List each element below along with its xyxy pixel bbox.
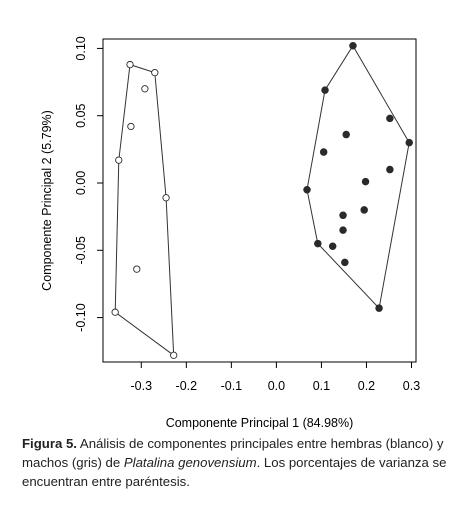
filled-data-point: [340, 212, 347, 219]
x-tick-label: -0.1: [220, 379, 243, 393]
x-axis-label: Componente Principal 1 (84.98%): [165, 416, 354, 430]
series-1: [112, 61, 177, 358]
open-data-point: [171, 352, 177, 358]
open-data-point: [116, 157, 122, 163]
caption-lead: Figura 5.: [22, 436, 77, 451]
x-tick-label: 0.3: [402, 379, 421, 393]
series-layer: [112, 42, 413, 358]
caption-species: Platalina genovensium: [123, 455, 257, 470]
plot-frame: [103, 39, 416, 362]
filled-data-point: [362, 178, 369, 185]
x-tick-label: 0.2: [357, 379, 376, 393]
caption-text-2: . Los porcentajes de varianza se encuentran entre paréntesis.: [22, 455, 447, 489]
filled-data-point: [406, 139, 413, 146]
convex-hull-polygon: [307, 46, 409, 309]
open-data-point: [128, 123, 134, 129]
caption-text-1: Análisis de componentes principales entre hembras (blanco) y machos (gris) de: [22, 436, 444, 470]
y-tick-label: 0.10: [74, 36, 88, 61]
axes-layer: [74, 36, 420, 393]
convex-hull-polygon: [115, 65, 174, 356]
filled-data-point: [387, 115, 394, 122]
filled-data-point: [340, 227, 347, 234]
open-data-point: [142, 86, 148, 92]
x-tick-label: 0.0: [267, 379, 286, 393]
y-axis-label: Componente Principal 2 (5.79%): [40, 110, 54, 291]
filled-data-point: [376, 305, 383, 312]
figure-caption: [22, 434, 452, 491]
filled-data-point: [387, 166, 394, 173]
filled-data-point: [343, 131, 350, 138]
filled-data-point: [350, 42, 357, 49]
x-tick-label: 0.1: [312, 379, 331, 393]
y-tick-label: 0.05: [74, 103, 88, 128]
filled-data-point: [342, 259, 349, 266]
x-tick-label: -0.3: [130, 379, 153, 393]
filled-data-point: [329, 243, 336, 250]
x-tick-label: -0.2: [175, 379, 198, 393]
filled-data-point: [322, 87, 329, 94]
filled-data-point: [304, 186, 311, 193]
filled-data-point: [320, 149, 327, 156]
series-2: [304, 42, 413, 311]
open-data-point: [152, 69, 158, 75]
y-tick-label: -0.10: [74, 303, 88, 332]
open-data-point: [134, 266, 140, 272]
filled-data-point: [315, 240, 322, 247]
filled-data-point: [361, 207, 368, 214]
open-data-point: [127, 61, 133, 67]
y-tick-label: -0.05: [74, 236, 88, 265]
open-data-point: [163, 195, 169, 201]
y-tick-label: 0.00: [74, 170, 88, 196]
open-data-point: [112, 309, 118, 315]
